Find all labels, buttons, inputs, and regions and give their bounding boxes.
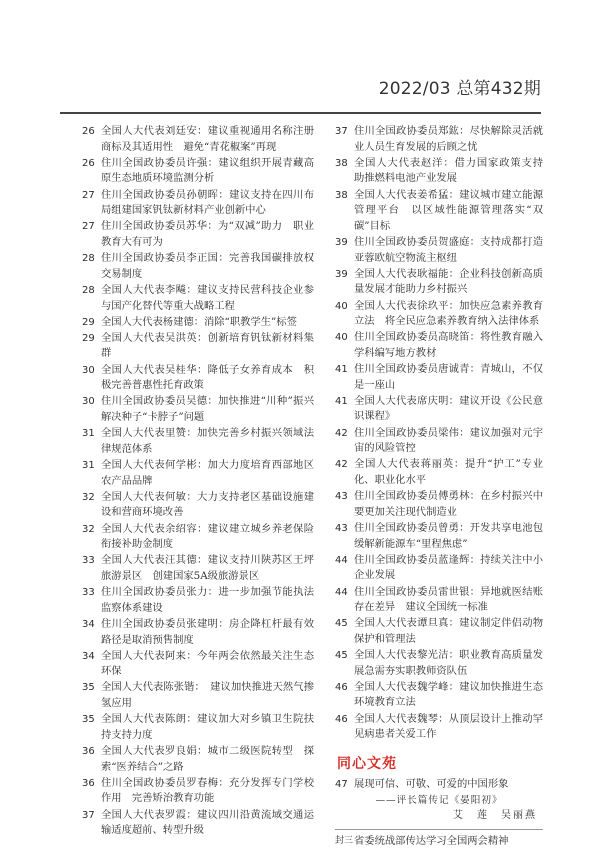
toc-entry[interactable] bbox=[82, 522, 314, 553]
entry-title: 全国人大代表赵洋：借力国家政策支持 助推燃料电池产业发展 bbox=[354, 156, 554, 185]
toc-entry[interactable] bbox=[335, 426, 543, 457]
toc-entry[interactable] bbox=[82, 490, 314, 521]
toc-entry[interactable] bbox=[335, 394, 543, 425]
toc-entry[interactable] bbox=[335, 616, 543, 647]
page-number: 41 bbox=[335, 364, 348, 376]
toc-right-entries bbox=[335, 124, 554, 743]
entry-title: 全国人大代表陈张锴： 建议加快推进天然气掺氢应用 bbox=[101, 681, 314, 710]
toc-entry[interactable] bbox=[82, 251, 314, 282]
toc-entry[interactable] bbox=[82, 712, 314, 743]
entry-title: 住川全国政协委员蓝逢辉：持续关注中小企业发展 bbox=[354, 553, 543, 582]
entry-title: 住川全国政协委员曾勇：开发共享电池包缓解新能源车“里程焦虑” bbox=[354, 521, 543, 550]
page-number: 37 bbox=[335, 126, 348, 137]
header-rule bbox=[60, 112, 541, 114]
page-number: 36 bbox=[82, 746, 95, 758]
entry-title: 全国人大代表吴桂华：降低子女养育成本 积极完善普惠性托育政策 bbox=[101, 363, 314, 392]
toc-entry[interactable] bbox=[82, 808, 314, 839]
page-number: 43 bbox=[335, 491, 348, 503]
toc-entry[interactable] bbox=[335, 235, 543, 266]
page-number: 35 bbox=[82, 714, 95, 726]
toc-entry[interactable] bbox=[335, 124, 543, 155]
toc-entry[interactable] bbox=[335, 553, 543, 584]
page-number: 32 bbox=[82, 523, 95, 535]
page-number: 39 bbox=[335, 268, 348, 280]
toc-entry[interactable] bbox=[82, 744, 314, 775]
page-number: 40 bbox=[335, 300, 348, 312]
page-number: 26 bbox=[82, 126, 95, 137]
entry-title: 住川全国政协委员雷世银：异地就医结账存在差异 建议全国统一标准 bbox=[354, 585, 543, 614]
entry-title: 住川全国政协委员许强：建议组织开展青藏高原生态地质环境监测分析 bbox=[101, 156, 314, 185]
page-number: 27 bbox=[82, 221, 95, 233]
entry-title: 住川全国政协委员李正国：完善我国碳排放权交易制度 bbox=[101, 252, 314, 280]
entry-authors: 艾 莲 吴丽燕 bbox=[453, 810, 537, 822]
page-number: 41 bbox=[335, 395, 348, 407]
toc-entry[interactable] bbox=[335, 648, 543, 679]
toc-right-column bbox=[335, 124, 554, 850]
toc-entry[interactable] bbox=[82, 649, 314, 680]
entry-title: 全国人大代表谭旦真：建议制定伴侣动物保护和管理法 bbox=[354, 617, 543, 645]
page-number: 38 bbox=[335, 189, 348, 201]
entry-title: 全国人大代表席庆明：建议开设《公民意识课程》 bbox=[354, 394, 543, 423]
entry-title: 全国人大代表吴洪英：创新培育钒钛新材料集群 bbox=[101, 331, 314, 360]
entry-title: 住川全国政协委员唐诚青：青城山，不仅是一座山 bbox=[354, 363, 543, 391]
toc-entry[interactable] bbox=[82, 585, 314, 616]
toc-entry[interactable] bbox=[82, 680, 314, 711]
section-title: 同心文苑 bbox=[337, 755, 397, 772]
entry-title: 住川全国政协委员梁伟：建议加强对元宇宙的风险管控 bbox=[354, 426, 543, 455]
toc-entry[interactable] bbox=[82, 776, 314, 807]
page-number: 33 bbox=[82, 555, 95, 567]
toc-entry[interactable] bbox=[335, 156, 554, 187]
page-number: 44 bbox=[335, 586, 348, 598]
issue-label: 2022/03 总第432期 bbox=[378, 79, 541, 99]
toc-entry[interactable] bbox=[82, 426, 314, 457]
toc-entry[interactable] bbox=[82, 315, 314, 331]
page-number: 43 bbox=[335, 522, 348, 534]
entry-title: 全国人大代表黎光洁：职业教育高质量发展急需夯实职教师资队伍 bbox=[354, 649, 543, 677]
divider bbox=[335, 829, 543, 830]
toc-entry[interactable] bbox=[82, 331, 314, 362]
page-number: 37 bbox=[82, 809, 95, 821]
entry-title: 全国人大代表刘廷安：建议重视通用名称注册商标及其适用性 避免“青花椒案”再现 bbox=[101, 125, 314, 153]
toc-entry[interactable] bbox=[335, 680, 543, 711]
entry-title: 全国人大代表魏学峰：建议加快推进生态环境教育立法 bbox=[354, 680, 543, 709]
entry-title: 住川全国政协委员贺盛庭：支持成都打造亚蓉欧航空物流主枢纽 bbox=[354, 235, 543, 264]
page-number: 31 bbox=[82, 428, 95, 440]
entry-subtitle: ——评长篇传记《晏阳初》 bbox=[375, 795, 503, 807]
entry-title: 全国人大代表罗良娟：城市二级医院转型 探索“医养结合”之路 bbox=[101, 745, 314, 773]
entry-title: 住川全国政协委员罗春梅：充分发挥专门学校作用 完善矫治教育功能 bbox=[101, 776, 314, 805]
page-number: 35 bbox=[82, 682, 95, 694]
entry-title: 住川全国政协委员吴德：加快推进“川种”振兴 解决种子“卡脖子”问题 bbox=[101, 395, 325, 424]
toc-entry-cover[interactable] bbox=[335, 834, 543, 850]
toc-entry[interactable] bbox=[82, 363, 314, 394]
entry-title: 住川全国政协委员孙朝晖：建议支持在四川布局组建国家钒钛新材料产业创新中心 bbox=[101, 188, 314, 217]
page-number: 38 bbox=[335, 157, 348, 169]
entry-title: 全国人大代表徐玖平：加快应急素养教育立法 将全民应急素养教育纳入法律体系 bbox=[354, 299, 543, 328]
entry-title: 全国人大代表罗霞：建议四川沿黄流域交通运输适度超前、转型升级 bbox=[101, 808, 314, 837]
toc-entry[interactable] bbox=[82, 617, 314, 648]
page-number: 36 bbox=[82, 777, 95, 789]
toc-entry[interactable] bbox=[82, 219, 314, 250]
page-number: 30 bbox=[82, 364, 95, 376]
toc-entry[interactable] bbox=[82, 188, 314, 219]
toc-entry[interactable] bbox=[82, 124, 314, 155]
toc-entry[interactable] bbox=[82, 283, 314, 314]
page-number: 40 bbox=[335, 332, 348, 344]
page-number: 28 bbox=[82, 253, 95, 265]
entry-title: 全国人大代表耿福能：企业科技创新高质量发展才能助力乡村振兴 bbox=[354, 267, 543, 296]
entry-title: 全国人大代表何学彬：加大力度培育西部地区农产品品牌 bbox=[101, 459, 314, 487]
page-number: 34 bbox=[82, 650, 95, 662]
entry-title: 全国人大代表魏琴：从顶层设计上推动罕见病患者关爱工作 bbox=[354, 712, 543, 741]
page-number: 封三 bbox=[335, 836, 354, 847]
page-number: 33 bbox=[82, 587, 95, 599]
toc-entry[interactable] bbox=[82, 553, 314, 584]
page-number: 32 bbox=[82, 491, 95, 503]
page-number: 46 bbox=[335, 713, 348, 725]
entry-title: 全国人大代表何敏：大力支持老区基础设施建设和营商环境改善 bbox=[101, 490, 314, 519]
page-number: 28 bbox=[82, 284, 95, 296]
entry-title: 住川全国政协委员张建明：房企降杠杆最有效路径是取消预售制度 bbox=[101, 617, 314, 646]
page-number: 34 bbox=[82, 618, 95, 630]
toc-entry[interactable] bbox=[335, 585, 543, 616]
entry-title: 全国人大代表蒋丽英：提升“护工”专业化、职业化水平 bbox=[354, 458, 543, 486]
entry-title: 住川全国政协委员苏华：为“双减”助力 职业教育大有可为 bbox=[101, 220, 314, 248]
page-number: 42 bbox=[335, 427, 348, 439]
toc-entry[interactable] bbox=[335, 489, 543, 520]
entry-title: 全国人大代表余绍容：建议建立城乡养老保险衔接补助金制度 bbox=[101, 522, 314, 551]
page-number: 39 bbox=[335, 236, 348, 248]
toc-entry[interactable] bbox=[335, 712, 543, 743]
page-number: 45 bbox=[335, 618, 348, 630]
entry-title: 全国人大代表李飚：建议支持民营科技企业参与国产化替代等重大战略工程 bbox=[101, 283, 314, 312]
page-number: 46 bbox=[335, 681, 348, 693]
page-number: 29 bbox=[82, 332, 95, 344]
page-number: 30 bbox=[82, 396, 95, 408]
entry-title: 展现可信、可敬、可爱的中国形象 bbox=[354, 777, 509, 790]
toc-entry[interactable] bbox=[335, 521, 543, 552]
page-number: 26 bbox=[82, 157, 95, 169]
toc-entry[interactable] bbox=[335, 188, 543, 235]
entry-title: 住川全国政协委员傅勇林：在乡村振兴中要更加关注现代制造业 bbox=[354, 490, 543, 518]
toc-entry[interactable] bbox=[82, 394, 325, 425]
page-number: 44 bbox=[335, 554, 348, 566]
toc-entry[interactable] bbox=[82, 458, 314, 489]
page-number: 47 bbox=[335, 778, 348, 790]
entry-title: 全国人大代表杨建德：消除“职教学生”标签 bbox=[101, 315, 297, 328]
entry-title: 住川全国政协委员张力：进一步加强节能执法监察体系建设 bbox=[101, 586, 314, 614]
page-number: 42 bbox=[335, 459, 348, 471]
toc-left-column bbox=[82, 124, 325, 839]
entry-title: 全国人大代表阿来：今年两会依然最关注生态环保 bbox=[101, 649, 314, 678]
page-number: 29 bbox=[82, 316, 95, 328]
entry-title: 住川全国政协委员郑鈜：尽快解除灵活就业人员生育发展的后顾之忧 bbox=[354, 125, 543, 153]
toc-entry[interactable] bbox=[335, 267, 543, 298]
page-number: 27 bbox=[82, 189, 95, 201]
page-number: 45 bbox=[335, 650, 348, 662]
toc-entry[interactable] bbox=[335, 299, 543, 330]
entry-title: 省委统战部传达学习全国两会精神 bbox=[354, 835, 509, 848]
entry-title: 住川全国政协委员高晓笛：将性教育融入学科编写地方教材 bbox=[354, 331, 543, 359]
toc-entry[interactable] bbox=[335, 330, 543, 361]
entry-title: 全国人大代表姜希猛：建议城市建立能源管理平台 以区域性能源管理落实“双碳”目标 bbox=[354, 188, 543, 232]
page-number: 31 bbox=[82, 460, 95, 471]
entry-title: 全国人大代表陈朗：建议加大对乡镇卫生院扶持支持力度 bbox=[101, 713, 314, 741]
toc-entry[interactable] bbox=[335, 362, 543, 393]
toc-entry[interactable] bbox=[82, 156, 314, 187]
entry-title: 全国人大代表汪其德：建议支持川陕苏区王坪旅游景区 创建国家5A级旅游景区 bbox=[101, 554, 314, 582]
entry-title: 全国人大代表里赞：加快完善乡村振兴领域法律规范体系 bbox=[101, 427, 314, 455]
toc-entry[interactable] bbox=[335, 777, 543, 793]
toc-entry[interactable] bbox=[335, 457, 543, 488]
